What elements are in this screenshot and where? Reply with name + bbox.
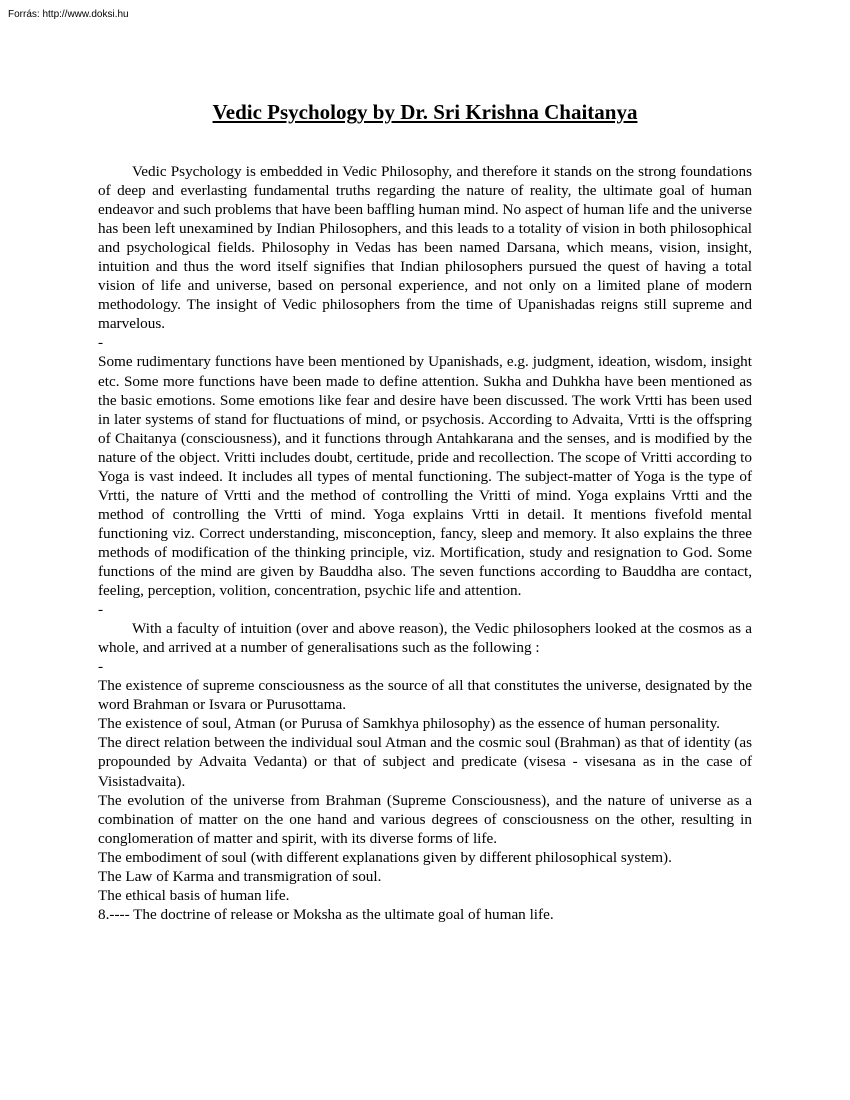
generalisation-item: The evolution of the universe from Brahman (Supreme Consciousness), and the nature of universe as a combination of matter on the one hand and various degrees of consciousness on the other, resulting in conglomeration of matter and spirit, with its diverse forms of life. (98, 791, 752, 847)
separator-dash: - (98, 601, 104, 619)
separator-dash: - (98, 334, 104, 352)
generalisation-item: The existence of soul, Atman (or Purusa of Samkhya philosophy) as the essence of human personality. (98, 715, 720, 733)
separator-dash: - (98, 658, 104, 676)
source-label: Forrás: http://www.doksi.hu (8, 9, 129, 20)
document-title: Vedic Psychology by Dr. Sri Krishna Chaitanya (212, 100, 638, 124)
paragraph-intuition: With a faculty of intuition (over and above reason), the Vedic philosophers looked at the cosmos as a whole, and arrived at a number of generalisations such as the following : (98, 620, 752, 657)
generalisation-item: The Law of Karma and transmigration of soul. (98, 867, 382, 885)
paragraph-intro: Vedic Psychology is embedded in Vedic Philosophy, and therefore it stands on the strong foundations of deep and everlasting fundamental truths regarding the nature of reality, the ultimate goal of human endeavor and such problems that have been baffling human mind. No aspect of human life and the universe has been left unexamined by Indian Philosophers, and this leads to a totality of vision in both philosophical and psychological fields. Philosophy in Vedas has been named Darsana, which means, vision, insight, intuition and thus the word itself signifies that Indian philosophers pursued the quest of having a total vision of life and universe, based on personal experience, and not only on a limited plane of modern methodology. The insight of Vedic philosophers from the time of Upanishadas reigns still supreme and marvelous. (98, 163, 752, 333)
generalisation-item: The existence of supreme consciousness as the source of all that constitutes the universe, designated by the word Brahman or Isvara or Purusottama. (98, 677, 752, 714)
generalisation-item: 8.---- The doctrine of release or Moksha as the ultimate goal of human life. (98, 905, 554, 923)
paragraph-functions: Some rudimentary functions have been mentioned by Upanishads, e.g. judgment, ideation, wisdom, insight etc. Some more functions have been made to define attention. Sukha and Duhkha have been mentioned as the basic emotions. Some emotions like fear and desire have been discussed. The work Vrtti has been used in later systems of stand for fluctuations of mind, or psychosis. According to Advaita, Vrtti is the offspring of Chaitanya (consciousness), and it functions through Antahkarana and the senses, and is modified by the nature of the object. Vritti includes doubt, certitude, pride and recollection. The scope of Vritti according to Yoga is vast indeed. It includes all types of mental functioning. The subject-matter of Yoga is the type of Vrtti, the nature of Vrtti and the method of controlling the Vritti of mind. Yoga explains Vrtti and the method of controlling the Vrtti of mind. Yoga explains Vrtti in detail. It mentions fivefold mental functioning viz. Correct understanding, misconception, fancy, sleep and memory. It also explains the three methods of modification of the thinking principle, viz. Mortification, study and resignation to God. Some functions of the mind are given by Bauddha also. The seven functions according to Bauddha are contact, feeling, perception, volition, concentration, psychic life and attention. (98, 353, 752, 600)
document-body (98, 162, 752, 924)
generalisation-item: The ethical basis of human life. (98, 886, 290, 904)
generalisation-item: The direct relation between the individual soul Atman and the cosmic soul (Brahman) as that of identity (as propounded by Advaita Vedanta) or that of subject and predicate (visesa - visesana as in the case of Visistadvaita). (98, 734, 752, 790)
generalisation-item: The embodiment of soul (with different explanations given by different philosophical system). (98, 848, 672, 866)
